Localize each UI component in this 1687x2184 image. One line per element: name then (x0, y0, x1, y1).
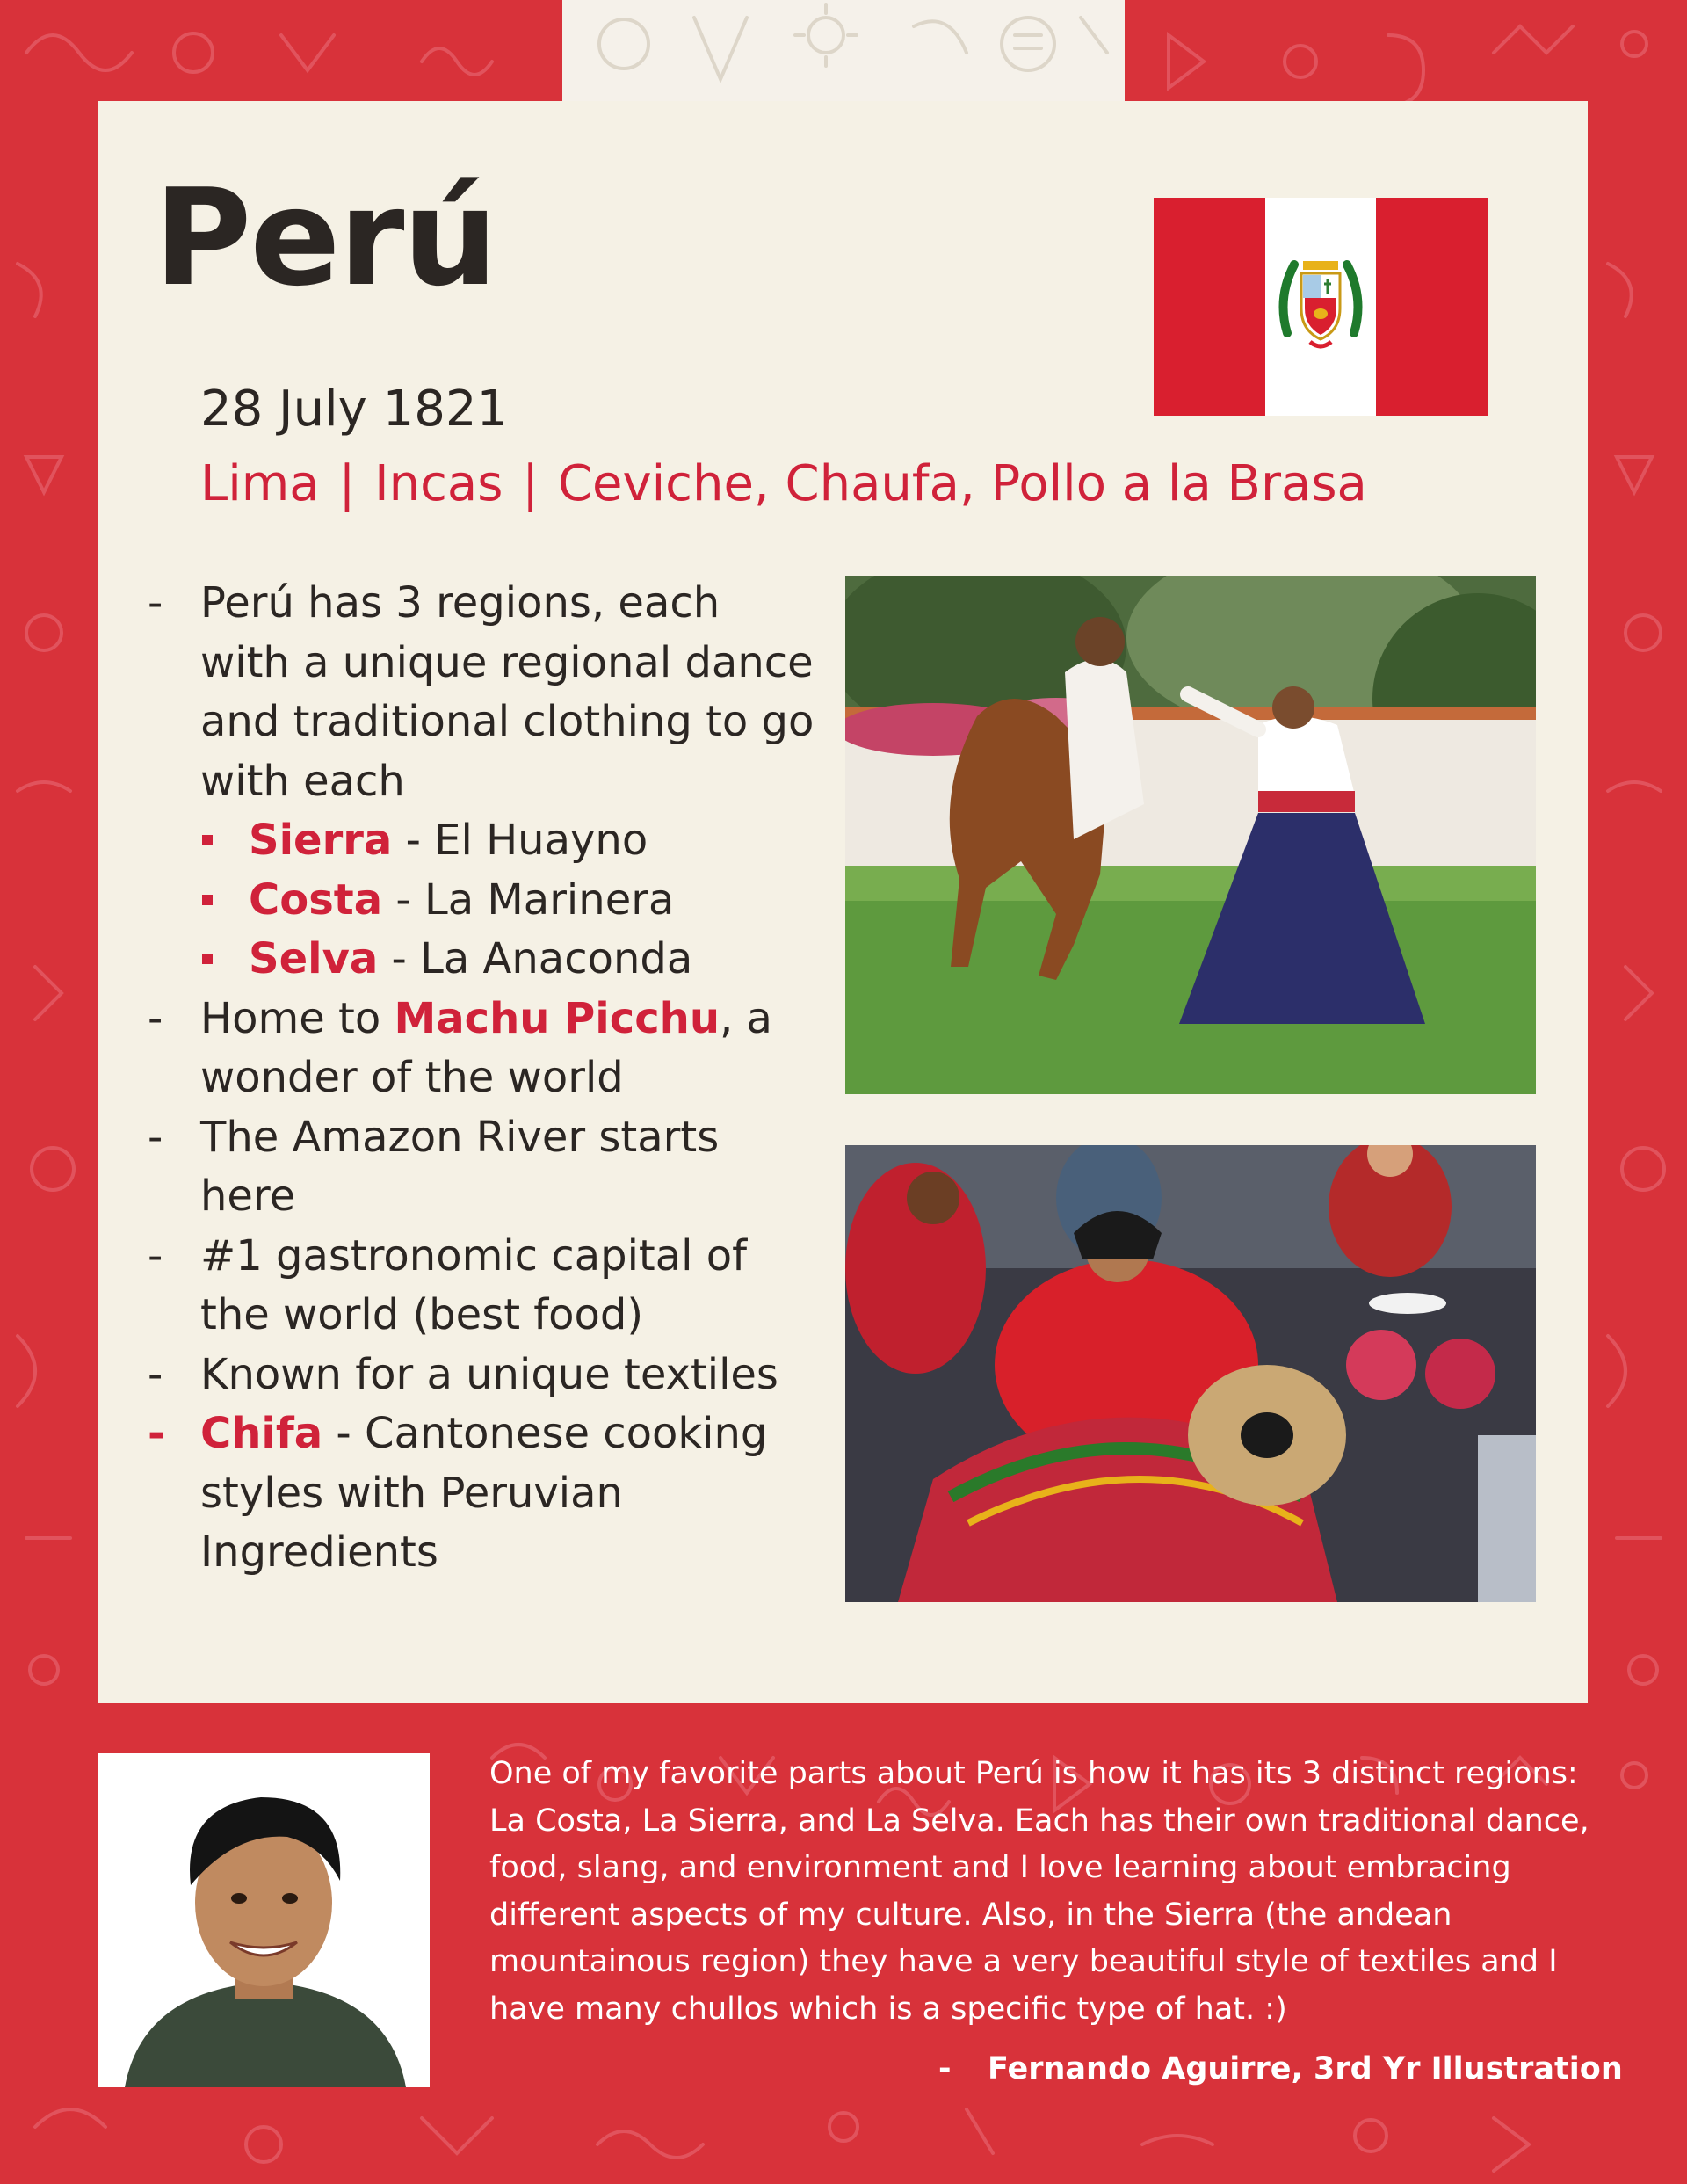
region-separator: - (382, 874, 424, 925)
huayno-dance-photo (845, 1145, 1536, 1602)
machu-prefix: Home to (200, 993, 395, 1043)
list-item: - Perú has 3 regions, each with a unique regional dance and traditional clothing to go with each (148, 578, 815, 806)
attribution-dash: - (938, 2051, 952, 2086)
region-item-selva (148, 930, 815, 990)
quote-attribution (938, 2051, 1623, 2086)
list-item: - Known for a unique textiles (148, 1349, 778, 1399)
list-item: - Chifa - Cantonese cooking styles with Peruvian Ingredients (148, 1409, 768, 1577)
heritage-text: Incas (374, 455, 503, 512)
machu-suffix: , a wonder of the world (200, 993, 772, 1102)
region-name: Costa (249, 874, 383, 925)
machu-picchu: Machu Picchu (394, 993, 720, 1043)
region-separator: - (392, 816, 435, 865)
amazon-fact: The Amazon River starts here (200, 1112, 720, 1221)
independence-date: 28 July 1821 (200, 381, 509, 438)
coat-of-arms-icon (1277, 254, 1365, 359)
gastronomy-fact: #1 gastronomic capital of the world (best food) (200, 1230, 748, 1339)
region-dance: El Huayno (434, 816, 648, 865)
list-item: - The Amazon River starts here (148, 1112, 720, 1221)
list-item: - Home to Machu Picchu, a wonder of the world (148, 993, 772, 1102)
regions-intro: Perú has 3 regions, each with a unique regional dance and traditional clothing to go with each (200, 578, 815, 806)
capital-text: Lima (200, 455, 320, 512)
region-name: Selva (249, 934, 379, 983)
region-dance: La Anaconda (420, 934, 693, 983)
header-tab (562, 0, 1125, 101)
square-bullet-icon (202, 835, 213, 845)
square-bullet-icon (202, 895, 213, 905)
page-title: Perú (154, 160, 496, 316)
attribution-text: Fernando Aguirre, 3rd Yr Illustration (988, 2051, 1623, 2086)
student-portrait (98, 1753, 430, 2087)
list-item: - #1 gastronomic capital of the world (best food) (148, 1230, 748, 1339)
region-separator: - (378, 934, 421, 983)
separator: | (522, 455, 539, 512)
facts-bullet-list (148, 574, 815, 1583)
foods-text: Ceviche, Chaufa, Pollo a la Brasa (557, 455, 1367, 512)
region-item-costa (148, 871, 815, 931)
huayno-dance-photo-art (845, 1145, 1536, 1602)
square-bullet-icon (202, 954, 213, 964)
region-item-sierra (148, 811, 815, 871)
textiles-fact: Known for a unique textiles (200, 1349, 778, 1399)
marinera-dance-photo (845, 576, 1536, 1094)
student-portrait-art (98, 1753, 430, 2087)
region-dance: La Marinera (424, 874, 675, 925)
capital-heritage-food-line (200, 455, 1367, 512)
separator: | (338, 455, 356, 512)
chifa-text: - Cantonese cooking styles with Peruvian Ingredients (200, 1409, 768, 1577)
doodle-tab-pattern (562, 0, 1125, 101)
student-quote: One of my favorite parts about Perú is how it has its 3 distinct regions: La Costa, La Sierra, and La Selva. Each has their own traditional dance, food, slang, and environment and I love learning about embracing different aspects of my culture. Also, in the Sierra (the andean mountainous region) they have a very beautiful style of textiles and I have many chullos which is a specific type of hat. :) (489, 1756, 1589, 2027)
region-name: Sierra (249, 816, 393, 865)
marinera-dance-photo-art (845, 576, 1536, 1094)
peru-flag (1154, 198, 1488, 416)
chifa-name: Chifa (200, 1409, 323, 1458)
